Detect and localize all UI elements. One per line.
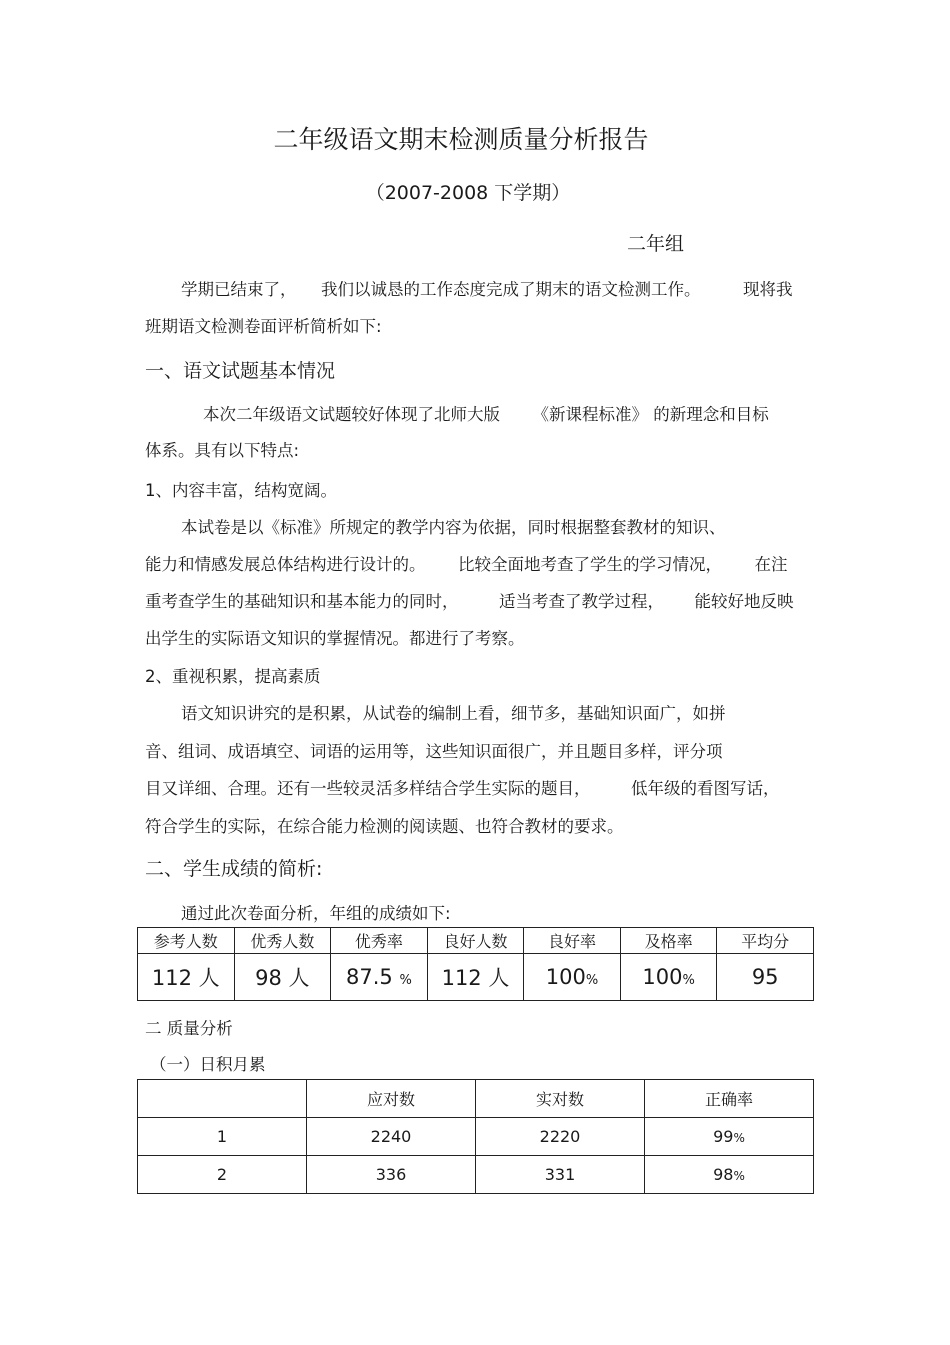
point-2-line-4: 符合学生的实际，在综合能力检测的阅读题、也符合教材的要求。 [145,817,624,836]
para-text: 能力和情感发展总体结构进行设计的。 [145,555,426,574]
percent-sign: % [733,1169,745,1183]
para-text: 重考查学生的基础知识和基本能力的同时， [145,592,459,611]
participants-cell: 112 人 [138,954,235,1001]
value-text: 87.5 [346,965,393,989]
intro-text: 我们以诚恳的工作态度完成了期末的语文检测工作。 [321,280,701,299]
value-text: 99 [713,1127,734,1146]
point-2-line-3 [145,775,780,799]
row-number-cell: 1 [138,1118,307,1156]
section-1-para-line-1 [203,401,769,425]
author-group: 二年组 [627,233,685,255]
section-1-para-line-2: 体系。具有以下特点: [145,441,300,460]
expected-cell: 336 [307,1156,476,1194]
accumulation-table [137,1079,814,1194]
table-header-row [138,1080,814,1118]
table-row [138,954,814,1001]
para-text: 《新课程标准》 的新理念和目标 [532,405,769,424]
excellent-rate-cell [331,954,428,1001]
para-text: 在注 [754,555,788,574]
point-1-line-3 [145,588,794,612]
header-cell: 实对数 [476,1080,645,1118]
section-2-intro: 通过此次卷面分析，年组的成绩如下: [181,904,451,923]
header-cell: 平均分 [717,928,814,954]
table-header-row [138,928,814,954]
point-2-heading: 2、重视积累，提高素质 [145,667,321,686]
point-1-heading: 1、内容丰富，结构宽阔。 [145,481,337,500]
header-cell: 正确率 [645,1080,814,1118]
header-cell: 应对数 [307,1080,476,1118]
table-row [138,1156,814,1194]
rate-cell [645,1118,814,1156]
point-2-line-1: 语文知识讲究的是积累，从试卷的编制上看，细节多，基础知识面广，如拼 [181,704,726,723]
actual-cell: 331 [476,1156,645,1194]
header-cell [138,1080,307,1118]
value-text: 100 [642,965,683,989]
average-cell: 95 [717,954,814,1001]
value-text: 98 [713,1165,734,1184]
header-cell: 优秀率 [331,928,428,954]
para-text: 适当考查了教学过程， [499,592,664,611]
page-title: 二年级语文期末检测质量分析报告 [273,125,649,154]
actual-cell: 2220 [476,1118,645,1156]
para-text: 比较全面地考查了学生的学习情况， [458,555,722,574]
percent-sign: % [399,973,412,988]
header-cell: 及格率 [620,928,717,954]
intro-text: 学期已结束了， [181,280,297,299]
page-subtitle: （2007-2008 下学期） [365,182,571,204]
header-cell: 优秀人数 [234,928,331,954]
good-count-cell: 112 人 [427,954,524,1001]
header-cell: 良好率 [524,928,621,954]
point-1-line-4: 出学生的实际语文知识的掌握情况。都进行了考察。 [145,629,525,648]
para-text: 目又详细、合理。还有一些较灵活多样结合学生实际的题目， [145,779,591,798]
value-text: 100 [545,965,586,989]
intro-line-2: 班期语文检测卷面评析简析如下: [145,317,382,336]
excellent-count-cell: 98 人 [234,954,331,1001]
percent-sign: % [733,1131,745,1145]
section-2-heading: 二、学生成绩的简析: [145,858,323,880]
section-3-subheading: （一）日积月累 [150,1055,266,1074]
point-2-line-2: 音、组词、成语填空、词语的运用等，这些知识面很广，并且题目多样，评分项 [145,742,723,761]
point-1-line-2 [145,551,788,575]
good-rate-cell [524,954,621,1001]
pass-rate-cell [620,954,717,1001]
intro-text: 现将我 [743,280,793,299]
percent-sign: % [682,973,695,988]
table-row [138,1118,814,1156]
expected-cell: 2240 [307,1118,476,1156]
score-summary-table [137,927,814,1001]
intro-line-1 [181,276,793,300]
row-number-cell: 2 [138,1156,307,1194]
para-text: 本次二年级语文试题较好体现了北师大版 [203,405,500,424]
para-text: 能较好地反映 [694,592,794,611]
para-text: 低年级的看图写话， [631,779,780,798]
header-cell: 良好人数 [427,928,524,954]
percent-sign: % [585,973,599,988]
rate-cell [645,1156,814,1194]
section-1-heading: 一、语文试题基本情况 [145,360,336,382]
header-cell: 参考人数 [138,928,235,954]
section-3-heading: 二 质量分析 [145,1019,233,1038]
point-1-line-1: 本试卷是以《标准》所规定的教学内容为依据，同时根据整套教材的知识、 [181,518,726,537]
